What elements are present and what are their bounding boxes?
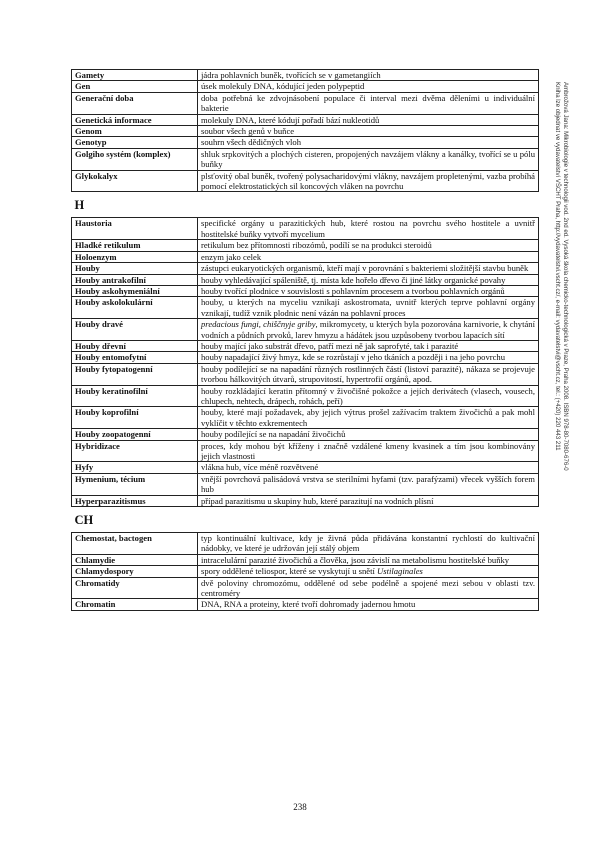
definition-text: případ parazitismu u skupiny hub, které parazitují na vodních plísní xyxy=(201,495,434,506)
term-cell: Gamety xyxy=(72,70,198,81)
definition-cell xyxy=(198,285,539,296)
definition-cell xyxy=(198,218,539,240)
section-letter: CH xyxy=(72,507,539,533)
term-cell: Haustoria xyxy=(72,218,198,240)
term-cell: Golgiho systém (komplex) xyxy=(72,148,198,170)
term-cell: Hyfy xyxy=(72,462,198,473)
definition-italic: predacious fungi, chiščnyje griby xyxy=(201,319,316,330)
definition-cell xyxy=(198,137,539,148)
section-header-row xyxy=(72,192,539,218)
term-cell: Houby askohymeniální xyxy=(72,285,198,296)
definition-text: souhrn všech dědičných vloh xyxy=(201,137,301,148)
glossary-row xyxy=(72,566,539,577)
glossary-table xyxy=(71,69,539,611)
glossary-row xyxy=(72,148,539,170)
definition-cell xyxy=(198,385,539,407)
glossary-row xyxy=(72,218,539,240)
glossary-row xyxy=(72,240,539,251)
term-cell: Genetická informace xyxy=(72,114,198,125)
definition-text: houby, u kterých na myceliu vznikají askostromata, uvnitř kterých teprve pohlavní orgány vznikají, tudíž vznik plodnic není vázán na pohlavní proces xyxy=(201,297,535,318)
definition-text: houby rozkládající keratin přítomný v živočišné pokožce a jejích derivátech (vlasech, vousech, chlupech, nehtech, drápech, rohách, peří) xyxy=(201,385,535,406)
glossary-row xyxy=(72,274,539,285)
term-cell: Houby askolokulární xyxy=(72,297,198,319)
definition-italic: Ustilaginales xyxy=(377,566,423,577)
definition-text: typ kontinuální kultivace, kdy je živná půda přidávána konstantní rychlostí do kultivační nádobky, ve které je udržován její stálý objem xyxy=(201,533,535,554)
definition-text: houby mající jako substrát dřevo, patří mezi ně jak saprofyté, tak i parazité xyxy=(201,340,459,351)
glossary-row xyxy=(72,385,539,407)
definition-cell xyxy=(198,240,539,251)
term-cell: Houby keratinofilní xyxy=(72,385,198,407)
definition-cell xyxy=(198,440,539,462)
definition-text: jádra pohlavních buněk, tvořících se v gametangiích xyxy=(201,70,381,80)
glossary-row xyxy=(72,440,539,462)
glossary-row xyxy=(72,319,539,341)
term-cell: Genom xyxy=(72,126,198,137)
term-cell: Gen xyxy=(72,81,198,92)
term-cell: Chromatin xyxy=(72,599,198,610)
definition-text: houby napadající živý hmyz, kde se rozrůstají v jeho tkáních a později i na jeho povrchu xyxy=(201,352,506,363)
glossary-row xyxy=(72,554,539,565)
definition-cell xyxy=(198,170,539,192)
glossary-row xyxy=(72,297,539,319)
term-cell: Houby koprofilní xyxy=(72,407,198,429)
glossary-row xyxy=(72,577,539,599)
definition-cell xyxy=(198,92,539,114)
definition-text: úsek molekuly DNA, kódující jeden polypeptid xyxy=(201,81,365,92)
term-cell: Genotyp xyxy=(72,137,198,148)
glossary-row xyxy=(72,363,539,385)
section-letter: H xyxy=(72,192,539,218)
definition-cell xyxy=(198,81,539,92)
definition-cell xyxy=(198,340,539,351)
term-cell: Chlamydie xyxy=(72,554,198,565)
definition-text: shluk srpkovitých a plochých cisteren, propojených navzájem vlákny a kanálky, tvořící se u pólu buňky xyxy=(201,148,535,170)
glossary-row xyxy=(72,126,539,137)
definition-cell xyxy=(198,352,539,363)
definition-text: soubor všech genů v buňce xyxy=(201,126,295,137)
definition-text: houby podílející se na napadání různých rostlinných částí (listoví parazité), nákaza se projevuje tvorbou hálkovitých útvarů, strupovitostí, hypertrofií orgánů, apod. xyxy=(201,363,535,385)
definition-cell xyxy=(198,363,539,385)
definition-cell xyxy=(198,599,539,610)
definition-cell xyxy=(198,429,539,440)
glossary-row xyxy=(72,599,539,610)
definition-cell xyxy=(198,148,539,170)
definition-text: retikulum bez přítomnosti ribozómů, podílí se na produkci steroidů xyxy=(201,240,432,251)
glossary-row xyxy=(72,473,539,495)
term-cell: Generační doba xyxy=(72,92,198,114)
definition-cell xyxy=(198,251,539,262)
glossary-row xyxy=(72,137,539,148)
term-cell: Holoenzym xyxy=(72,251,198,262)
term-cell: Hymenium, técium xyxy=(72,473,198,495)
term-cell: Hladké retikulum xyxy=(72,240,198,251)
section-header-row xyxy=(72,507,539,533)
glossary-row xyxy=(72,340,539,351)
term-cell: Hyperparazitismus xyxy=(72,495,198,506)
glossary-row xyxy=(72,92,539,114)
definition-text: doba potřebná ke zdvojnásobení populace či interval mezi dvěma děleními u individuální bakterie xyxy=(201,92,535,114)
glossary-row xyxy=(72,251,539,262)
citation-side-note xyxy=(545,82,569,622)
definition-text: intracelulární parazité živočichů a člověka, jsou závislí na metabolismu hostitelské buňky xyxy=(201,554,510,565)
definition-text: houby, které mají požadavek, aby jejich výtrus prošel zažívacím traktem živočichů a pak mohl vyklíčit v těchto exkrementech xyxy=(201,407,535,428)
definition-text: DNA, RNA a proteiny, které tvoří dohromady jadernou hmotu xyxy=(201,599,416,610)
definition-text: molekuly DNA, které kódují pořadí bází nukleotidů xyxy=(201,114,380,125)
term-cell: Hybridizace xyxy=(72,440,198,462)
definition-cell xyxy=(198,297,539,319)
term-cell: Houby xyxy=(72,263,198,274)
term-cell: Chlamydospory xyxy=(72,566,198,577)
term-cell: Houby fytopatogenní xyxy=(72,363,198,385)
definition-text: proces, kdy mohou být kříženy i značně vzdálené kmeny kvasinek a tím jsou kombinovány jejich vlastnosti xyxy=(201,440,535,461)
definition-cell xyxy=(198,495,539,506)
definition-cell xyxy=(198,263,539,274)
definition-text: spory oddělené teliospor, které se vyskytují u snětí xyxy=(201,566,378,577)
citation-line-1: Ambrožová Jana: Mikrobiologie v technologii vod. 2nd ed. Vysoká škola chemicko-technologická v Praze, Praha 2008. ISBN 978-80-7080-676-0 xyxy=(562,82,569,471)
definition-cell xyxy=(198,533,539,555)
glossary-body xyxy=(72,70,539,611)
definition-cell xyxy=(198,566,539,577)
glossary-row xyxy=(72,462,539,473)
glossary-row xyxy=(72,407,539,429)
glossary-row xyxy=(72,533,539,555)
glossary-row xyxy=(72,429,539,440)
term-cell: Chemostat, bactogen xyxy=(72,533,198,555)
term-cell: Houby entomofytní xyxy=(72,352,198,363)
definition-text: dvě poloviny chromozómu, oddělené od sebe podélně a spojené mezi sebou v oblasti tzv. centroméry xyxy=(201,577,535,599)
glossary-row xyxy=(72,495,539,506)
definition-text: specifické orgány u parazitických hub, které rostou na povrchu svého hostitele a uvnitř hostitelské buňky vytvoří mycelium xyxy=(201,218,535,239)
definition-cell xyxy=(198,274,539,285)
glossary-row xyxy=(72,285,539,296)
definition-cell xyxy=(198,554,539,565)
definition-text: vnější povrchová palisádová vrstva se sterilními hyfami (tzv. parafýzami) vřecek vyšších forem hub xyxy=(201,473,535,495)
glossary-row xyxy=(72,170,539,192)
definition-cell xyxy=(198,114,539,125)
glossary-row xyxy=(72,114,539,125)
definition-text: vlákna hub, více méně rozvětvené xyxy=(201,462,319,473)
definition-cell xyxy=(198,577,539,599)
definition-text: zástupci eukaryotických organismů, kteří mají v porovnání s bakteriemi složitější stavbu buněk xyxy=(201,263,529,274)
term-cell: Houby dravé xyxy=(72,319,198,341)
definition-text: houby tvořící plodnice v souvislosti s pohlavním procesem a tvorbou pohlavních orgánů xyxy=(201,285,505,296)
definition-text: plsťovitý obal buněk, tvořený polysacharidovými vlákny, navzájem propletenými, vazba probíhá pomocí elektrostatických sil koncových vláken na povrchu xyxy=(201,170,535,192)
definition-cell xyxy=(198,70,539,81)
term-cell: Houby antrakofilní xyxy=(72,274,198,285)
definition-text: enzym jako celek xyxy=(201,251,262,262)
definition-cell xyxy=(198,319,539,341)
glossary-row xyxy=(72,81,539,92)
citation-line-2: Kniha lze objednat ve vydavatelství VŠCHT Praha, http://vydavatelstvi.vscht.cz/, e-mail: vydavatelstvi@vscht.cz, tel.: (+420) 220 443 211 xyxy=(554,82,561,451)
definition-cell xyxy=(198,407,539,429)
page-number: 238 xyxy=(293,802,307,812)
term-cell: Chromatidy xyxy=(72,577,198,599)
glossary-row xyxy=(72,263,539,274)
glossary-row xyxy=(72,352,539,363)
glossary-row xyxy=(72,70,539,81)
term-cell: Glykokalyx xyxy=(72,170,198,192)
definition-text: houby vyhledávající spáleniště, tj. místa kde hořelo dřevo či jiné látky organické povahy xyxy=(201,274,506,285)
definition-text: , mikromycety, u kterých byla pozorována karnivorie, k chytání vodních a půdních prvoků, larev hmyzu a hádátek jsou uzpůsobeny tvorbou lapacích sítí xyxy=(201,319,535,340)
term-cell: Houby dřevní xyxy=(72,340,198,351)
definition-cell xyxy=(198,126,539,137)
definition-cell xyxy=(198,473,539,495)
definition-text: houby podílející se na napadání živočichů xyxy=(201,429,346,440)
term-cell: Houby zoopatogenní xyxy=(72,429,198,440)
definition-cell xyxy=(198,462,539,473)
